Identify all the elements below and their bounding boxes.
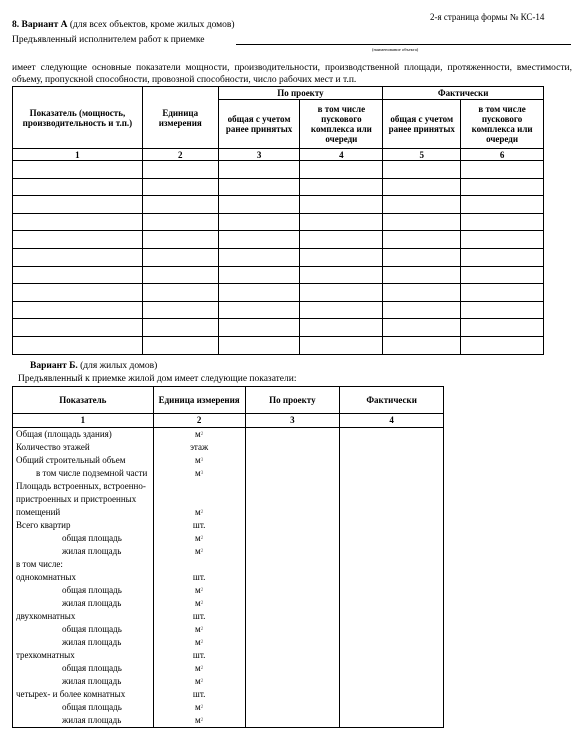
- table-row: [13, 213, 544, 231]
- table-cell[interactable]: [13, 196, 143, 214]
- table-row: [13, 161, 544, 179]
- variant-b-presented: Предъявленный к приемке жилой дом имеет следующие показатели:: [18, 374, 297, 384]
- unit-text: шт.: [192, 650, 206, 660]
- variant-a-title: [12, 20, 235, 30]
- table-cell[interactable]: [142, 231, 218, 249]
- table-cell[interactable]: [383, 178, 461, 196]
- unit-text: м: [195, 702, 201, 712]
- unit-superscript: 2: [200, 627, 204, 632]
- unit-superscript: 2: [200, 640, 204, 645]
- table-cell[interactable]: [142, 301, 218, 319]
- variant-a-presented: Предъявленный исполнителем работ к приемке: [12, 35, 205, 45]
- unit-text: этаж: [190, 442, 209, 452]
- indicator-label: жилая площадь: [62, 715, 122, 725]
- table-cell[interactable]: [300, 319, 383, 337]
- table-cell[interactable]: [142, 178, 218, 196]
- table-cell[interactable]: [383, 284, 461, 302]
- table-cell[interactable]: [218, 266, 300, 284]
- indicator-label: Количество этажей: [16, 442, 90, 452]
- table-cell[interactable]: [383, 213, 461, 231]
- table-cell[interactable]: [142, 161, 218, 179]
- header-actual: Фактически: [383, 87, 544, 100]
- table-cell[interactable]: [300, 213, 383, 231]
- indicator-label: Общая (площадь здания): [16, 429, 112, 439]
- table-row: [13, 231, 544, 249]
- table-cell[interactable]: [13, 301, 143, 319]
- variant-a-paragraph: имеет следующие основные показатели мощности, производительности, производственной площади, протяженности, вместимости, объему, пропускной способности, провозной способности, число рабочих мест и т.п.: [12, 63, 572, 85]
- indicator-label: в том числе подземной части: [36, 468, 148, 478]
- table-cell[interactable]: [218, 248, 300, 266]
- table-cell[interactable]: [461, 196, 544, 214]
- unit-text: шт.: [192, 572, 206, 582]
- table-cell[interactable]: [218, 161, 300, 179]
- table-cell[interactable]: [383, 196, 461, 214]
- unit-superscript: 2: [200, 536, 204, 541]
- unit-label: [154, 428, 245, 441]
- table-cell[interactable]: [13, 178, 143, 196]
- unit-label: [154, 571, 245, 584]
- table-cell[interactable]: [461, 231, 544, 249]
- unit-label: [154, 688, 245, 701]
- table-row: [13, 248, 544, 266]
- header-by-project: По проекту: [218, 87, 383, 100]
- unit-label: [154, 532, 245, 545]
- unit-superscript: 2: [200, 601, 204, 606]
- table-cell[interactable]: [300, 336, 383, 354]
- table-cell[interactable]: [218, 319, 300, 337]
- table-cell[interactable]: [461, 284, 544, 302]
- table-cell[interactable]: [300, 231, 383, 249]
- table-cell[interactable]: [142, 196, 218, 214]
- unit-text: м: [195, 598, 201, 608]
- unit-text: м: [195, 507, 201, 517]
- col-number: 6: [461, 149, 544, 161]
- object-name-caption: (наименование объекта): [372, 47, 419, 52]
- indicator-label: в том числе:: [16, 559, 63, 569]
- indicator-label: общая площадь: [62, 533, 122, 543]
- table-row: [13, 196, 544, 214]
- indicator-label: жилая площадь: [62, 676, 122, 686]
- variant-a-table: [12, 86, 544, 355]
- unit-label: [154, 675, 245, 688]
- unit-label: [154, 662, 245, 675]
- unit-superscript: 2: [200, 510, 204, 515]
- table-cell[interactable]: [461, 161, 544, 179]
- unit-superscript: 2: [200, 666, 204, 671]
- unit-superscript: 3: [200, 458, 204, 463]
- table-cell[interactable]: [383, 248, 461, 266]
- unit-label: [154, 610, 245, 623]
- unit-text: м: [195, 468, 201, 478]
- unit-text: м: [195, 546, 201, 556]
- table-cell[interactable]: [300, 301, 383, 319]
- col-number: 4: [340, 414, 444, 428]
- variant-a-label: 8. Вариант А: [12, 20, 68, 30]
- unit-superscript: 3: [200, 471, 204, 476]
- unit-label: [154, 636, 245, 649]
- header-total-incl: общая с учетом ранее принятых: [218, 100, 300, 149]
- header-unit: Единица измерения: [142, 87, 218, 149]
- unit-label: [154, 545, 245, 558]
- indicator-label: Общий строительный объем: [16, 455, 126, 465]
- table-cell[interactable]: [218, 231, 300, 249]
- unit-superscript: 2: [200, 432, 204, 437]
- col-number: 3: [218, 149, 300, 161]
- unit-label: [154, 454, 245, 467]
- table-cell[interactable]: [300, 248, 383, 266]
- table-cell[interactable]: [142, 284, 218, 302]
- table-cell[interactable]: [383, 301, 461, 319]
- table-cell[interactable]: [300, 178, 383, 196]
- indicator-label: Площадь встроенных, встроенно-пристроенных и пристроенных помещений: [16, 481, 146, 517]
- table-row: [13, 266, 544, 284]
- table-cell[interactable]: [218, 284, 300, 302]
- table-cell[interactable]: [13, 284, 143, 302]
- col-number: 1: [13, 414, 154, 428]
- by-project-column[interactable]: [245, 428, 340, 728]
- unit-text: м: [195, 585, 201, 595]
- header-indicator: Показатель: [13, 387, 154, 414]
- indicator-label: Всего квартир: [16, 520, 71, 530]
- unit-text: м: [195, 533, 201, 543]
- unit-text: м: [195, 663, 201, 673]
- indicator-column: [13, 428, 154, 728]
- col-number: 1: [13, 149, 143, 161]
- indicator-label: жилая площадь: [62, 598, 122, 608]
- table-cell[interactable]: [142, 336, 218, 354]
- table-cell[interactable]: [383, 336, 461, 354]
- table-cell[interactable]: [461, 301, 544, 319]
- indicator-label: четырех- и более комнатных: [16, 689, 126, 699]
- table-row: [13, 319, 544, 337]
- table-cell[interactable]: [461, 266, 544, 284]
- unit-label: [154, 480, 245, 519]
- table-cell[interactable]: [300, 266, 383, 284]
- unit-text: м: [195, 455, 201, 465]
- table-row: [13, 336, 544, 354]
- header-total-incl-fact: общая с учетом ранее принятых: [383, 100, 461, 149]
- table-cell[interactable]: [142, 319, 218, 337]
- table-cell[interactable]: [13, 231, 143, 249]
- table-cell[interactable]: [461, 336, 544, 354]
- table-cell[interactable]: [383, 161, 461, 179]
- table-cell[interactable]: [13, 266, 143, 284]
- table-cell[interactable]: [218, 336, 300, 354]
- col-number: 2: [142, 149, 218, 161]
- variant-b-table: [12, 386, 444, 728]
- table-cell[interactable]: [461, 319, 544, 337]
- variant-b-note: (для жилых домов): [77, 361, 158, 371]
- table-cell[interactable]: [218, 213, 300, 231]
- table-cell[interactable]: [13, 248, 143, 266]
- indicator-label: трехкомнатных: [16, 650, 75, 660]
- unit-text: шт.: [192, 520, 206, 530]
- form-page-note: 2-я страница формы № КС-14: [430, 12, 545, 22]
- unit-superscript: 2: [200, 679, 204, 684]
- unit-label: [154, 558, 245, 571]
- unit-text: шт.: [192, 611, 206, 621]
- variant-a-note: (для всех объектов, кроме жилых домов): [67, 20, 235, 30]
- table-cell[interactable]: [142, 266, 218, 284]
- header-incl-start: в том числе пускового комплекса или очереди: [300, 100, 383, 149]
- unit-label: [154, 701, 245, 714]
- indicator-label: общая площадь: [62, 585, 122, 595]
- table-row: [13, 284, 544, 302]
- unit-label: [154, 623, 245, 636]
- indicator-label: общая площадь: [62, 624, 122, 634]
- indicator-label: жилая площадь: [62, 637, 122, 647]
- col-number: 4: [300, 149, 383, 161]
- indicator-label: жилая площадь: [62, 546, 122, 556]
- unit-label: [154, 519, 245, 532]
- object-name-field[interactable]: [236, 44, 571, 45]
- unit-label: [154, 597, 245, 610]
- unit-label: [154, 441, 245, 454]
- table-row: [13, 178, 544, 196]
- unit-superscript: 2: [200, 705, 204, 710]
- unit-text: шт.: [192, 689, 206, 699]
- table-cell[interactable]: [461, 213, 544, 231]
- table-row: [13, 301, 544, 319]
- indicator-label: общая площадь: [62, 702, 122, 712]
- header-unit: Единица измерения: [153, 387, 245, 414]
- unit-superscript: 2: [200, 549, 204, 554]
- table-cell[interactable]: [142, 248, 218, 266]
- unit-text: м: [195, 676, 201, 686]
- indicator-label: общая площадь: [62, 663, 122, 673]
- unit-text: м: [195, 624, 201, 634]
- table-cell[interactable]: [142, 213, 218, 231]
- variant-b-title: [30, 361, 157, 371]
- header-indicator: Показатель (мощность, производительность и т.п.): [13, 87, 143, 149]
- table-cell[interactable]: [300, 196, 383, 214]
- table-cell[interactable]: [13, 213, 143, 231]
- header-actual: Фактически: [340, 387, 444, 414]
- table-cell[interactable]: [383, 319, 461, 337]
- unit-text: м: [195, 715, 201, 725]
- indicator-label: однокомнатных: [16, 572, 76, 582]
- col-number: 2: [153, 414, 245, 428]
- unit-label: [154, 649, 245, 662]
- col-number: 5: [383, 149, 461, 161]
- header-by-project: По проекту: [245, 387, 340, 414]
- table-cell[interactable]: [218, 196, 300, 214]
- indicator-label: двухкомнатных: [16, 611, 76, 621]
- table-cell[interactable]: [218, 178, 300, 196]
- col-number: 3: [245, 414, 340, 428]
- unit-text: м: [195, 429, 201, 439]
- table-cell[interactable]: [383, 231, 461, 249]
- table-cell[interactable]: [300, 161, 383, 179]
- variant-b-label: Вариант Б.: [30, 361, 78, 371]
- table-cell[interactable]: [461, 248, 544, 266]
- unit-superscript: 2: [200, 588, 204, 593]
- unit-column: [153, 428, 245, 728]
- table-cell[interactable]: [218, 301, 300, 319]
- table-cell[interactable]: [300, 284, 383, 302]
- unit-superscript: 2: [200, 718, 204, 723]
- actual-column[interactable]: [340, 428, 444, 728]
- table-cell[interactable]: [13, 161, 143, 179]
- unit-label: [154, 714, 245, 727]
- unit-label: [154, 467, 245, 480]
- table-cell[interactable]: [383, 266, 461, 284]
- table-cell[interactable]: [461, 178, 544, 196]
- table-cell[interactable]: [13, 336, 143, 354]
- table-cell[interactable]: [13, 319, 143, 337]
- header-incl-start-fact: в том числе пускового комплекса или очереди: [461, 100, 544, 149]
- unit-label: [154, 584, 245, 597]
- unit-text: м: [195, 637, 201, 647]
